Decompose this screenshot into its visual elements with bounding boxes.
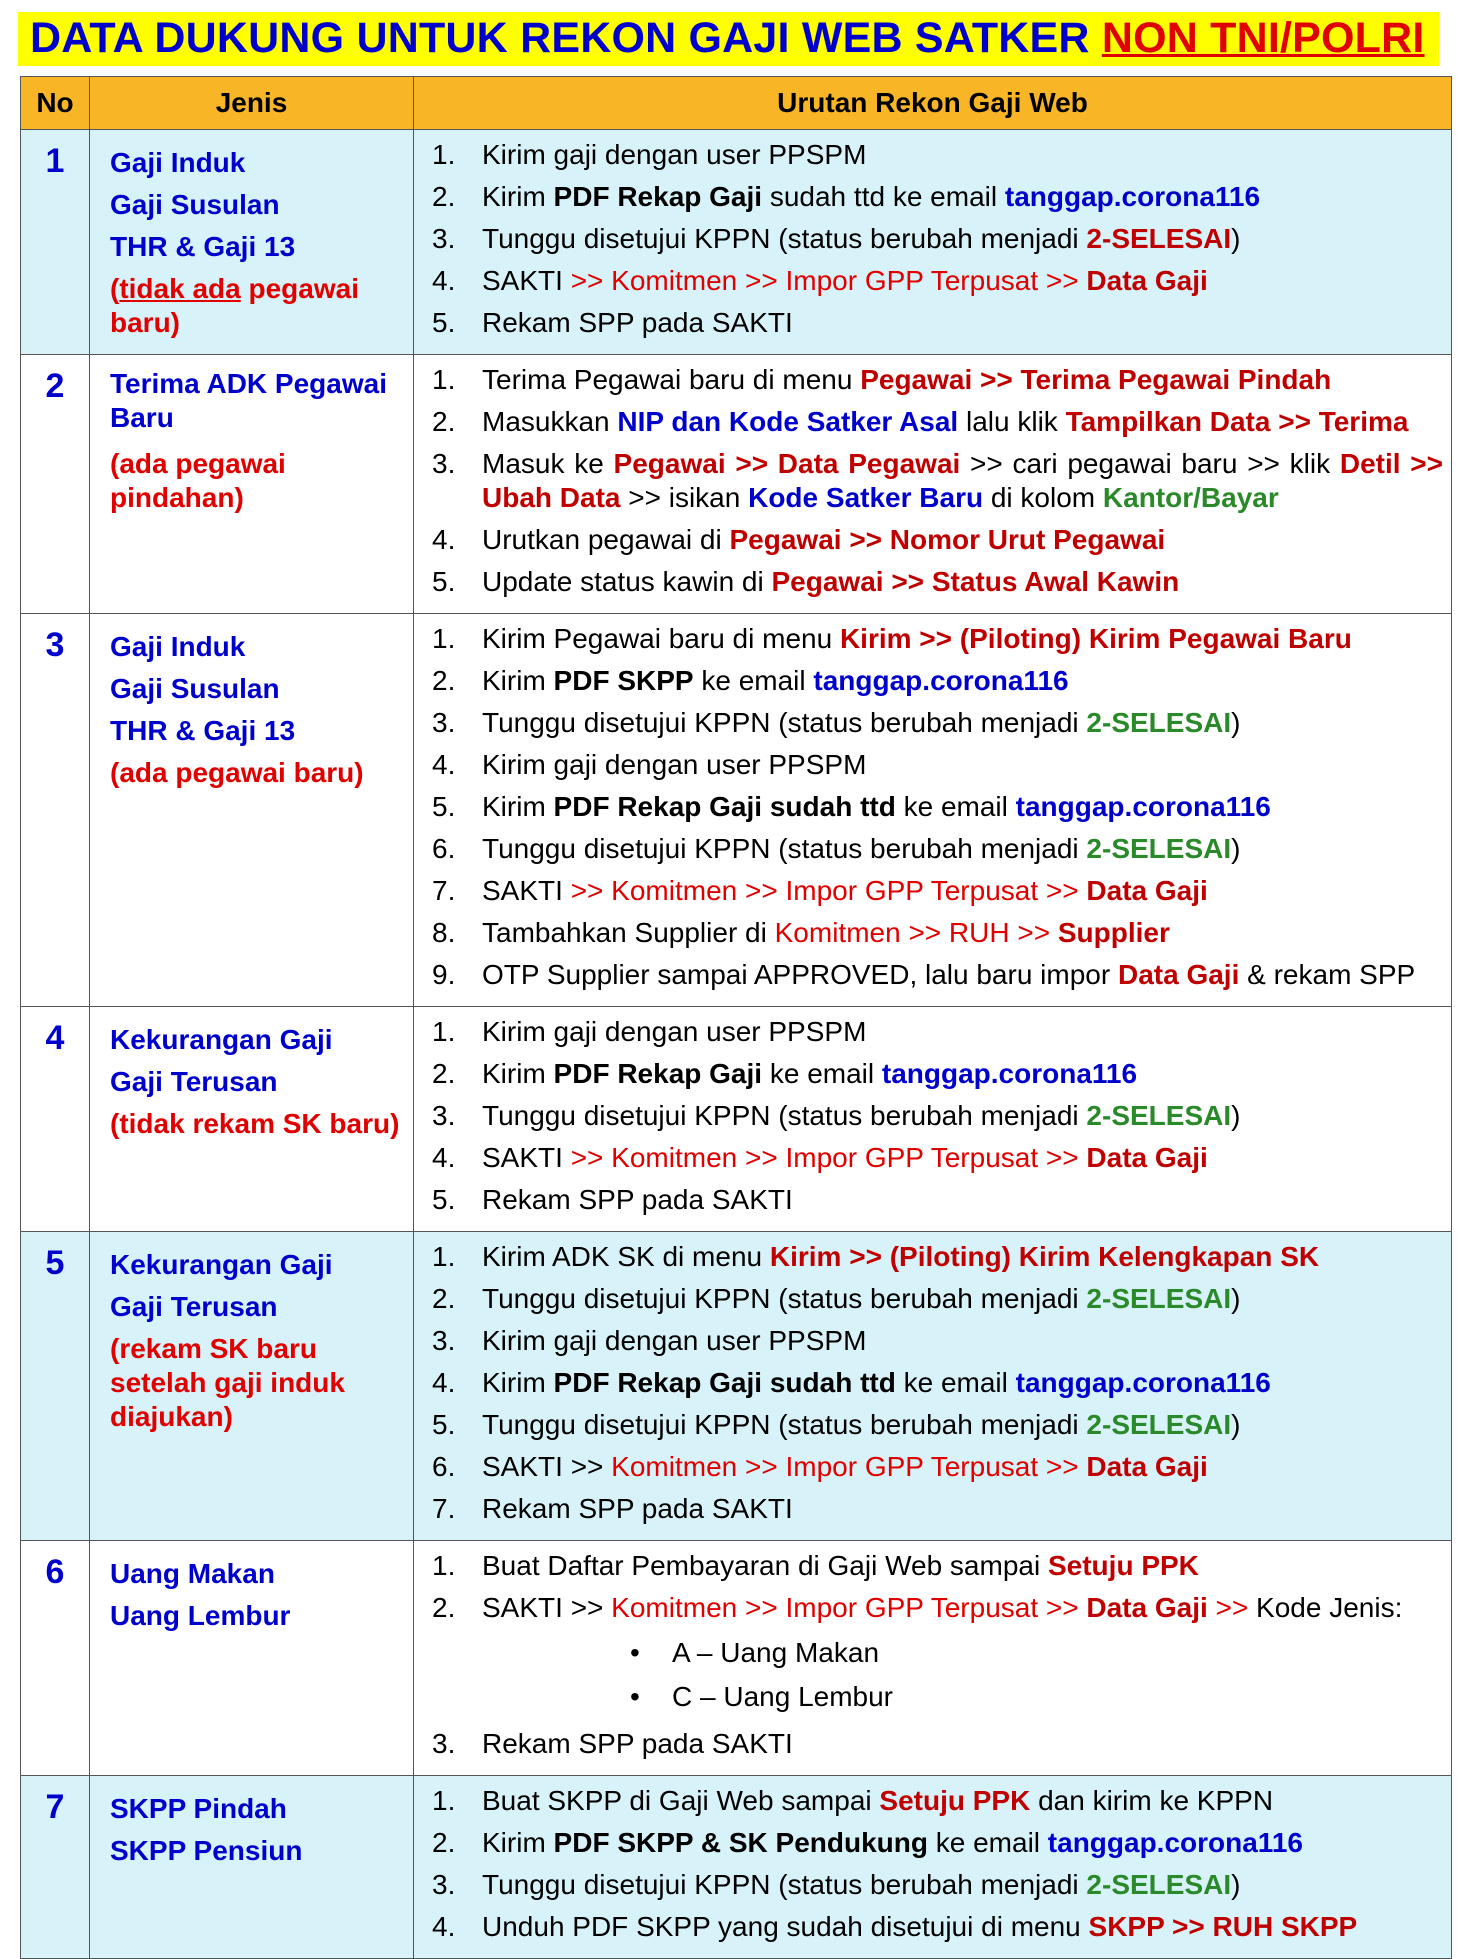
step-number: 4. bbox=[432, 524, 456, 555]
step-item bbox=[420, 405, 1443, 439]
row-7 bbox=[21, 1776, 1452, 1959]
step-item bbox=[420, 1450, 1443, 1484]
step-item bbox=[420, 523, 1443, 557]
jenis-item: THR & Gaji 13 bbox=[110, 231, 296, 262]
status-text: 2-SELESAI bbox=[1086, 707, 1232, 738]
step-text: Rekam SPP pada SAKTI bbox=[482, 1493, 793, 1524]
step-item bbox=[420, 1366, 1443, 1400]
step-item bbox=[420, 1826, 1443, 1860]
menu-item: Data Gaji bbox=[1086, 265, 1208, 296]
email-link[interactable]: tanggap.corona116 bbox=[1015, 791, 1271, 822]
step-number: 4. bbox=[432, 265, 456, 296]
step-text: OTP Supplier sampai APPROVED, lalu baru impor bbox=[482, 959, 1118, 990]
step-text: Tunggu disetujui KPPN (status berubah menjadi bbox=[482, 707, 1087, 738]
step-text: Tunggu disetujui KPPN (status berubah menjadi bbox=[482, 1100, 1087, 1131]
step-item bbox=[420, 363, 1443, 397]
step-item bbox=[420, 565, 1443, 599]
step-text: ) bbox=[1231, 1409, 1241, 1440]
step-text: ke email bbox=[693, 665, 814, 696]
step-text: Kirim bbox=[482, 1058, 554, 1089]
steps-cell bbox=[414, 614, 1452, 1007]
step-number: 3. bbox=[432, 448, 456, 479]
header-urutan: Urutan Rekon Gaji Web bbox=[414, 77, 1452, 130]
step-text: ke email bbox=[895, 1367, 1016, 1398]
step-item bbox=[420, 1015, 1443, 1049]
menu-item: Pegawai >> Nomor Urut Pegawai bbox=[729, 524, 1166, 555]
kode-jenis-list bbox=[482, 1631, 1443, 1719]
step-number: 3. bbox=[432, 1728, 456, 1759]
step-item bbox=[420, 958, 1443, 992]
menu-item: Supplier bbox=[1057, 917, 1170, 948]
step-text: ) bbox=[1231, 707, 1241, 738]
step-text: SAKTI bbox=[482, 265, 571, 296]
row-1 bbox=[21, 130, 1452, 355]
menu-item: Data Gaji bbox=[1086, 1451, 1208, 1482]
step-number: 1. bbox=[432, 623, 456, 654]
row-no: 2 bbox=[21, 355, 90, 614]
jenis-item: SKPP Pensiun bbox=[110, 1835, 303, 1866]
jenis-item: Uang Lembur bbox=[110, 1600, 291, 1631]
menu-item: Data Gaji bbox=[1086, 875, 1208, 906]
title-highlight: NON TNI/POLRI bbox=[1101, 14, 1425, 62]
step-text: Kirim bbox=[482, 1827, 554, 1858]
step-text: Tunggu disetujui KPPN (status berubah menjadi bbox=[482, 1409, 1087, 1440]
step-number: 5. bbox=[432, 566, 456, 597]
step-number: 9. bbox=[432, 959, 456, 990]
step-item bbox=[420, 664, 1443, 698]
step-text: Buat Daftar Pembayaran di Gaji Web sampai bbox=[482, 1550, 1048, 1581]
step-number: 7. bbox=[432, 1493, 456, 1524]
status-text: 2-SELESAI bbox=[1086, 223, 1232, 254]
menu-item: Kirim >> (Piloting) Kirim Kelengkapan SK bbox=[769, 1241, 1320, 1272]
jenis-cell bbox=[90, 1776, 414, 1959]
step-text: ke email bbox=[927, 1827, 1048, 1858]
step-item bbox=[420, 1141, 1443, 1175]
jenis-cell bbox=[90, 1232, 414, 1541]
steps-cell bbox=[414, 1541, 1452, 1776]
step-number: 3. bbox=[432, 707, 456, 738]
step-number: 4. bbox=[432, 1142, 456, 1173]
step-text: ) bbox=[1231, 1100, 1241, 1131]
row-no: 4 bbox=[21, 1007, 90, 1232]
field-name: NIP dan Kode Satker Asal bbox=[617, 406, 959, 437]
menu-item: SKPP >> RUH SKPP bbox=[1088, 1911, 1358, 1942]
row-3 bbox=[21, 614, 1452, 1007]
steps-cell bbox=[414, 355, 1452, 614]
step-text: Rekam SPP pada SAKTI bbox=[482, 1728, 793, 1759]
menu-item: Setuju PPK bbox=[879, 1785, 1031, 1816]
step-number: 8. bbox=[432, 917, 456, 948]
step-text: Tambahkan Supplier di bbox=[482, 917, 775, 948]
step-item bbox=[420, 1183, 1443, 1217]
step-item bbox=[420, 706, 1443, 740]
step-item bbox=[420, 306, 1443, 340]
jenis-item: Gaji Induk bbox=[110, 147, 246, 178]
jenis-note: (tidak rekam SK baru) bbox=[110, 1108, 400, 1139]
header-no: No bbox=[21, 77, 90, 130]
step-text: Kirim bbox=[482, 181, 554, 212]
step-item bbox=[420, 138, 1443, 172]
step-number: 3. bbox=[432, 223, 456, 254]
step-number: 4. bbox=[432, 749, 456, 780]
step-number: 1. bbox=[432, 1785, 456, 1816]
header-row bbox=[21, 77, 1452, 130]
menu-item: Data Gaji bbox=[1086, 1142, 1208, 1173]
step-text: Kirim gaji dengan user PPSPM bbox=[482, 1325, 867, 1356]
jenis-cell bbox=[90, 614, 414, 1007]
step-number: 6. bbox=[432, 833, 456, 864]
jenis-note: (tidak ada pegawai baru) bbox=[110, 273, 359, 338]
menu-item: Detil >> Ubah Data bbox=[482, 448, 1443, 513]
step-number: 5. bbox=[432, 307, 456, 338]
rekon-table bbox=[20, 76, 1452, 1959]
step-item bbox=[420, 1324, 1443, 1358]
step-text: Tunggu disetujui KPPN (status berubah menjadi bbox=[482, 1869, 1087, 1900]
menu-item: Pegawai >> Status Awal Kawin bbox=[771, 566, 1180, 597]
email-link[interactable]: tanggap.corona116 bbox=[813, 665, 1069, 696]
jenis-note: (ada pegawai pindahan) bbox=[110, 448, 286, 513]
step-number: 4. bbox=[432, 1911, 456, 1942]
step-bold: PDF Rekap Gaji sudah ttd bbox=[553, 1367, 896, 1398]
step-text: Tunggu disetujui KPPN (status berubah menjadi bbox=[482, 833, 1087, 864]
menu-path: >> Komitmen >> Impor GPP Terpusat >> bbox=[570, 1142, 1087, 1173]
email-link[interactable]: tanggap.corona116 bbox=[1004, 181, 1261, 212]
step-number: 1. bbox=[432, 1550, 456, 1581]
step-text: Buat SKPP di Gaji Web sampai bbox=[482, 1785, 880, 1816]
header-jenis: Jenis bbox=[90, 77, 414, 130]
step-text: SAKTI >> bbox=[482, 1451, 612, 1482]
step-item bbox=[420, 1408, 1443, 1442]
status-text: 2-SELESAI bbox=[1086, 1869, 1232, 1900]
menu-item: Data Gaji bbox=[1117, 959, 1240, 990]
menu-item: Setuju PPK bbox=[1047, 1550, 1199, 1581]
step-bold: PDF Rekap Gaji bbox=[553, 1058, 763, 1089]
step-text: >> isikan bbox=[620, 482, 749, 513]
step-text: ) bbox=[1231, 1869, 1241, 1900]
step-number: 1. bbox=[432, 1016, 456, 1047]
jenis-item: Kekurangan Gaji bbox=[110, 1024, 333, 1055]
jenis-item: Kekurangan Gaji bbox=[110, 1249, 333, 1280]
jenis-cell bbox=[90, 355, 414, 614]
field-name: Kode Satker Baru bbox=[748, 482, 984, 513]
jenis-item: SKPP Pindah bbox=[110, 1793, 287, 1824]
jenis-item: Terima ADK Pegawai Baru bbox=[110, 368, 387, 433]
step-item bbox=[420, 832, 1443, 866]
step-item bbox=[420, 1057, 1443, 1091]
step-number: 2. bbox=[432, 1283, 456, 1314]
step-number: 3. bbox=[432, 1100, 456, 1131]
step-text: Kode Jenis: bbox=[1256, 1592, 1403, 1623]
step-text: sudah ttd ke email bbox=[762, 181, 1005, 212]
step-text: SAKTI bbox=[482, 875, 571, 906]
row-4 bbox=[21, 1007, 1452, 1232]
step-text: Kirim gaji dengan user PPSPM bbox=[482, 749, 867, 780]
jenis-item: Gaji Terusan bbox=[110, 1291, 278, 1322]
menu-path: >> Komitmen >> Impor GPP Terpusat >> bbox=[570, 875, 1087, 906]
jenis-note: (rekam SK baru setelah gaji induk diajukan) bbox=[110, 1333, 345, 1432]
step-text: Kirim ADK SK di menu bbox=[482, 1241, 770, 1272]
step-item bbox=[420, 180, 1443, 214]
menu-path: >> Komitmen >> Impor GPP Terpusat >> bbox=[570, 265, 1087, 296]
status-text: 2-SELESAI bbox=[1086, 833, 1232, 864]
step-number: 2. bbox=[432, 665, 456, 696]
step-text: Tunggu disetujui KPPN (status berubah menjadi bbox=[482, 1283, 1087, 1314]
step-number: 1. bbox=[432, 1241, 456, 1272]
jenis-note-rest: pegawai baru) bbox=[110, 273, 359, 338]
step-item bbox=[420, 790, 1443, 824]
step-text: Urutkan pegawai di bbox=[482, 524, 730, 555]
menu-path: Komitmen >> RUH >> bbox=[774, 917, 1058, 948]
jenis-note: (ada pegawai baru) bbox=[110, 757, 364, 788]
step-text: Terima Pegawai baru di menu bbox=[482, 364, 861, 395]
menu-item: Data Gaji bbox=[1086, 1592, 1208, 1623]
step-item bbox=[420, 874, 1443, 908]
step-text: Kirim Pegawai baru di menu bbox=[482, 623, 840, 654]
row-no: 6 bbox=[21, 1541, 90, 1776]
step-number: 2. bbox=[432, 1058, 456, 1089]
step-item bbox=[420, 1549, 1443, 1583]
step-text: & rekam SPP bbox=[1239, 959, 1416, 990]
step-number: 2. bbox=[432, 181, 456, 212]
step-text: ke email bbox=[762, 1058, 882, 1089]
step-item bbox=[420, 1868, 1443, 1902]
step-number: 6. bbox=[432, 1451, 456, 1482]
step-item bbox=[420, 1784, 1443, 1818]
step-item bbox=[420, 1240, 1443, 1274]
step-number: 3. bbox=[432, 1869, 456, 1900]
menu-path: Komitmen >> Impor GPP Terpusat >> bbox=[611, 1451, 1087, 1482]
step-text: Kirim gaji dengan user PPSPM bbox=[482, 1016, 867, 1047]
menu-path: >> bbox=[1207, 1592, 1257, 1623]
title-banner bbox=[18, 12, 1439, 66]
status-text: 2-SELESAI bbox=[1086, 1409, 1232, 1440]
step-text: ) bbox=[1231, 223, 1241, 254]
step-text: Masukkan bbox=[482, 406, 618, 437]
step-item bbox=[420, 447, 1443, 515]
list-item: • A – Uang Makan bbox=[482, 1631, 1443, 1675]
step-bold: PDF SKPP & SK Pendukung bbox=[553, 1827, 928, 1858]
step-item bbox=[420, 1099, 1443, 1133]
jenis-item: Gaji Susulan bbox=[110, 189, 280, 220]
step-bold: PDF Rekap Gaji sudah ttd bbox=[553, 791, 896, 822]
row-no: 3 bbox=[21, 614, 90, 1007]
menu-path: Komitmen >> Impor GPP Terpusat >> bbox=[611, 1592, 1087, 1623]
step-text: ) bbox=[1231, 833, 1241, 864]
step-bold: PDF SKPP bbox=[553, 665, 694, 696]
step-item bbox=[420, 748, 1443, 782]
row-5 bbox=[21, 1232, 1452, 1541]
menu-item: Pegawai >> Terima Pegawai Pindah bbox=[860, 364, 1332, 395]
step-text: Kirim gaji dengan user PPSPM bbox=[482, 139, 867, 170]
step-number: 2. bbox=[432, 406, 456, 437]
menu-item: Tampilkan Data >> Terima bbox=[1065, 406, 1409, 437]
row-6 bbox=[21, 1541, 1452, 1776]
step-text: Kirim bbox=[482, 1367, 554, 1398]
step-number: 4. bbox=[432, 1367, 456, 1398]
menu-item: Kirim >> (Piloting) Kirim Pegawai Baru bbox=[839, 623, 1352, 654]
row-no: 1 bbox=[21, 130, 90, 355]
email-link[interactable]: tanggap.corona116 bbox=[881, 1058, 1138, 1089]
step-item bbox=[420, 622, 1443, 656]
step-text: SAKTI >> bbox=[482, 1592, 612, 1623]
step-text: Tunggu disetujui KPPN (status berubah menjadi bbox=[482, 223, 1087, 254]
step-text: Rekam SPP pada SAKTI bbox=[482, 307, 793, 338]
step-text: Kirim bbox=[482, 665, 554, 696]
step-item bbox=[420, 1727, 1443, 1761]
jenis-item: Gaji Induk bbox=[110, 631, 246, 662]
step-text: Update status kawin di bbox=[482, 566, 772, 597]
step-number: 3. bbox=[432, 1325, 456, 1356]
step-text: ke email bbox=[895, 791, 1016, 822]
step-bold: PDF Rekap Gaji bbox=[553, 181, 763, 212]
jenis-note-underline: tidak ada bbox=[119, 273, 241, 304]
menu-item: Pegawai >> Data Pegawai bbox=[613, 448, 961, 479]
step-number: 1. bbox=[432, 364, 456, 395]
steps-cell bbox=[414, 130, 1452, 355]
step-number: 2. bbox=[432, 1827, 456, 1858]
row-no: 5 bbox=[21, 1232, 90, 1541]
step-text: Rekam SPP pada SAKTI bbox=[482, 1184, 793, 1215]
step-item bbox=[420, 264, 1443, 298]
step-text: SAKTI bbox=[482, 1142, 571, 1173]
status-text: 2-SELESAI bbox=[1086, 1100, 1232, 1131]
jenis-cell bbox=[90, 1007, 414, 1232]
jenis-item: Gaji Susulan bbox=[110, 673, 280, 704]
jenis-cell bbox=[90, 1541, 414, 1776]
steps-cell bbox=[414, 1007, 1452, 1232]
step-number: 2. bbox=[432, 1592, 456, 1623]
step-item bbox=[420, 1591, 1443, 1719]
step-text: Kirim bbox=[482, 791, 554, 822]
step-number: 5. bbox=[432, 1409, 456, 1440]
step-text: dan kirim ke KPPN bbox=[1030, 1785, 1274, 1816]
step-text: Unduh PDF SKPP yang sudah disetujui di menu bbox=[482, 1911, 1089, 1942]
email-link[interactable]: tanggap.corona116 bbox=[1015, 1367, 1271, 1398]
step-number: 5. bbox=[432, 1184, 456, 1215]
step-number: 1. bbox=[432, 139, 456, 170]
step-number: 5. bbox=[432, 791, 456, 822]
column-name: Kantor/Bayar bbox=[1102, 482, 1279, 513]
row-2 bbox=[21, 355, 1452, 614]
step-text: di kolom bbox=[983, 482, 1103, 513]
step-item bbox=[420, 222, 1443, 256]
steps-cell bbox=[414, 1232, 1452, 1541]
steps-cell bbox=[414, 1776, 1452, 1959]
title-main: DATA DUKUNG UNTUK REKON GAJI WEB SATKER bbox=[30, 14, 1102, 62]
email-link[interactable]: tanggap.corona116 bbox=[1047, 1827, 1303, 1858]
step-item bbox=[420, 1492, 1443, 1526]
jenis-item: Uang Makan bbox=[110, 1558, 275, 1589]
list-item: • C – Uang Lembur bbox=[482, 1675, 1443, 1719]
step-text: ) bbox=[1231, 1283, 1241, 1314]
jenis-item: Gaji Terusan bbox=[110, 1066, 278, 1097]
jenis-cell bbox=[90, 130, 414, 355]
jenis-item: THR & Gaji 13 bbox=[110, 715, 296, 746]
page-title bbox=[18, 12, 1439, 66]
row-no: 7 bbox=[21, 1776, 90, 1959]
step-text: Masuk ke bbox=[482, 448, 614, 479]
step-number: 7. bbox=[432, 875, 456, 906]
step-text: lalu klik bbox=[958, 406, 1066, 437]
step-item bbox=[420, 1910, 1443, 1944]
step-item bbox=[420, 1282, 1443, 1316]
step-text: >> cari pegawai baru >> klik bbox=[960, 448, 1340, 479]
status-text: 2-SELESAI bbox=[1086, 1283, 1232, 1314]
step-item bbox=[420, 916, 1443, 950]
